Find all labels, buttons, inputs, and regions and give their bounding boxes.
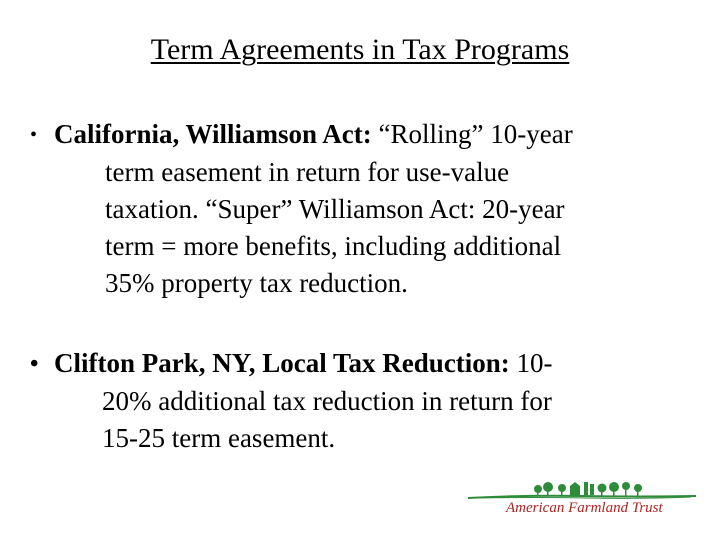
american-farmland-trust-logo — [466, 474, 698, 524]
bullet-text: 10- — [516, 348, 553, 378]
bullet-line: 20% additional tax reduction in return for — [102, 386, 552, 416]
bullet-heading: California, Williamson Act: — [54, 119, 372, 149]
bullet-line: term easement in return for use-value — [105, 157, 510, 187]
logo-wordmark: American Farmland Trust — [506, 500, 663, 516]
bullet-california — [30, 116, 690, 302]
bullet-text: “Rolling” 10-year — [378, 119, 573, 149]
bullet-heading: Clifton Park, NY, Local Tax Reduction: — [54, 348, 510, 378]
bullet-clifton-park — [30, 345, 690, 457]
slide-title: Term Agreements in Tax Programs — [150, 33, 570, 66]
bullet-line: taxation. “Super” Williamson Act: 20-year — [105, 194, 565, 224]
bullet-line: 15-25 term easement. — [102, 423, 336, 453]
bullet-line: 35% property tax reduction. — [105, 268, 408, 298]
bullet-dot-icon: • — [30, 351, 39, 377]
bullet-line — [30, 345, 690, 383]
bullet-line: term = more benefits, including additional — [105, 231, 562, 261]
bullet-line — [30, 116, 690, 154]
bullet-dot-icon: • — [30, 124, 38, 146]
